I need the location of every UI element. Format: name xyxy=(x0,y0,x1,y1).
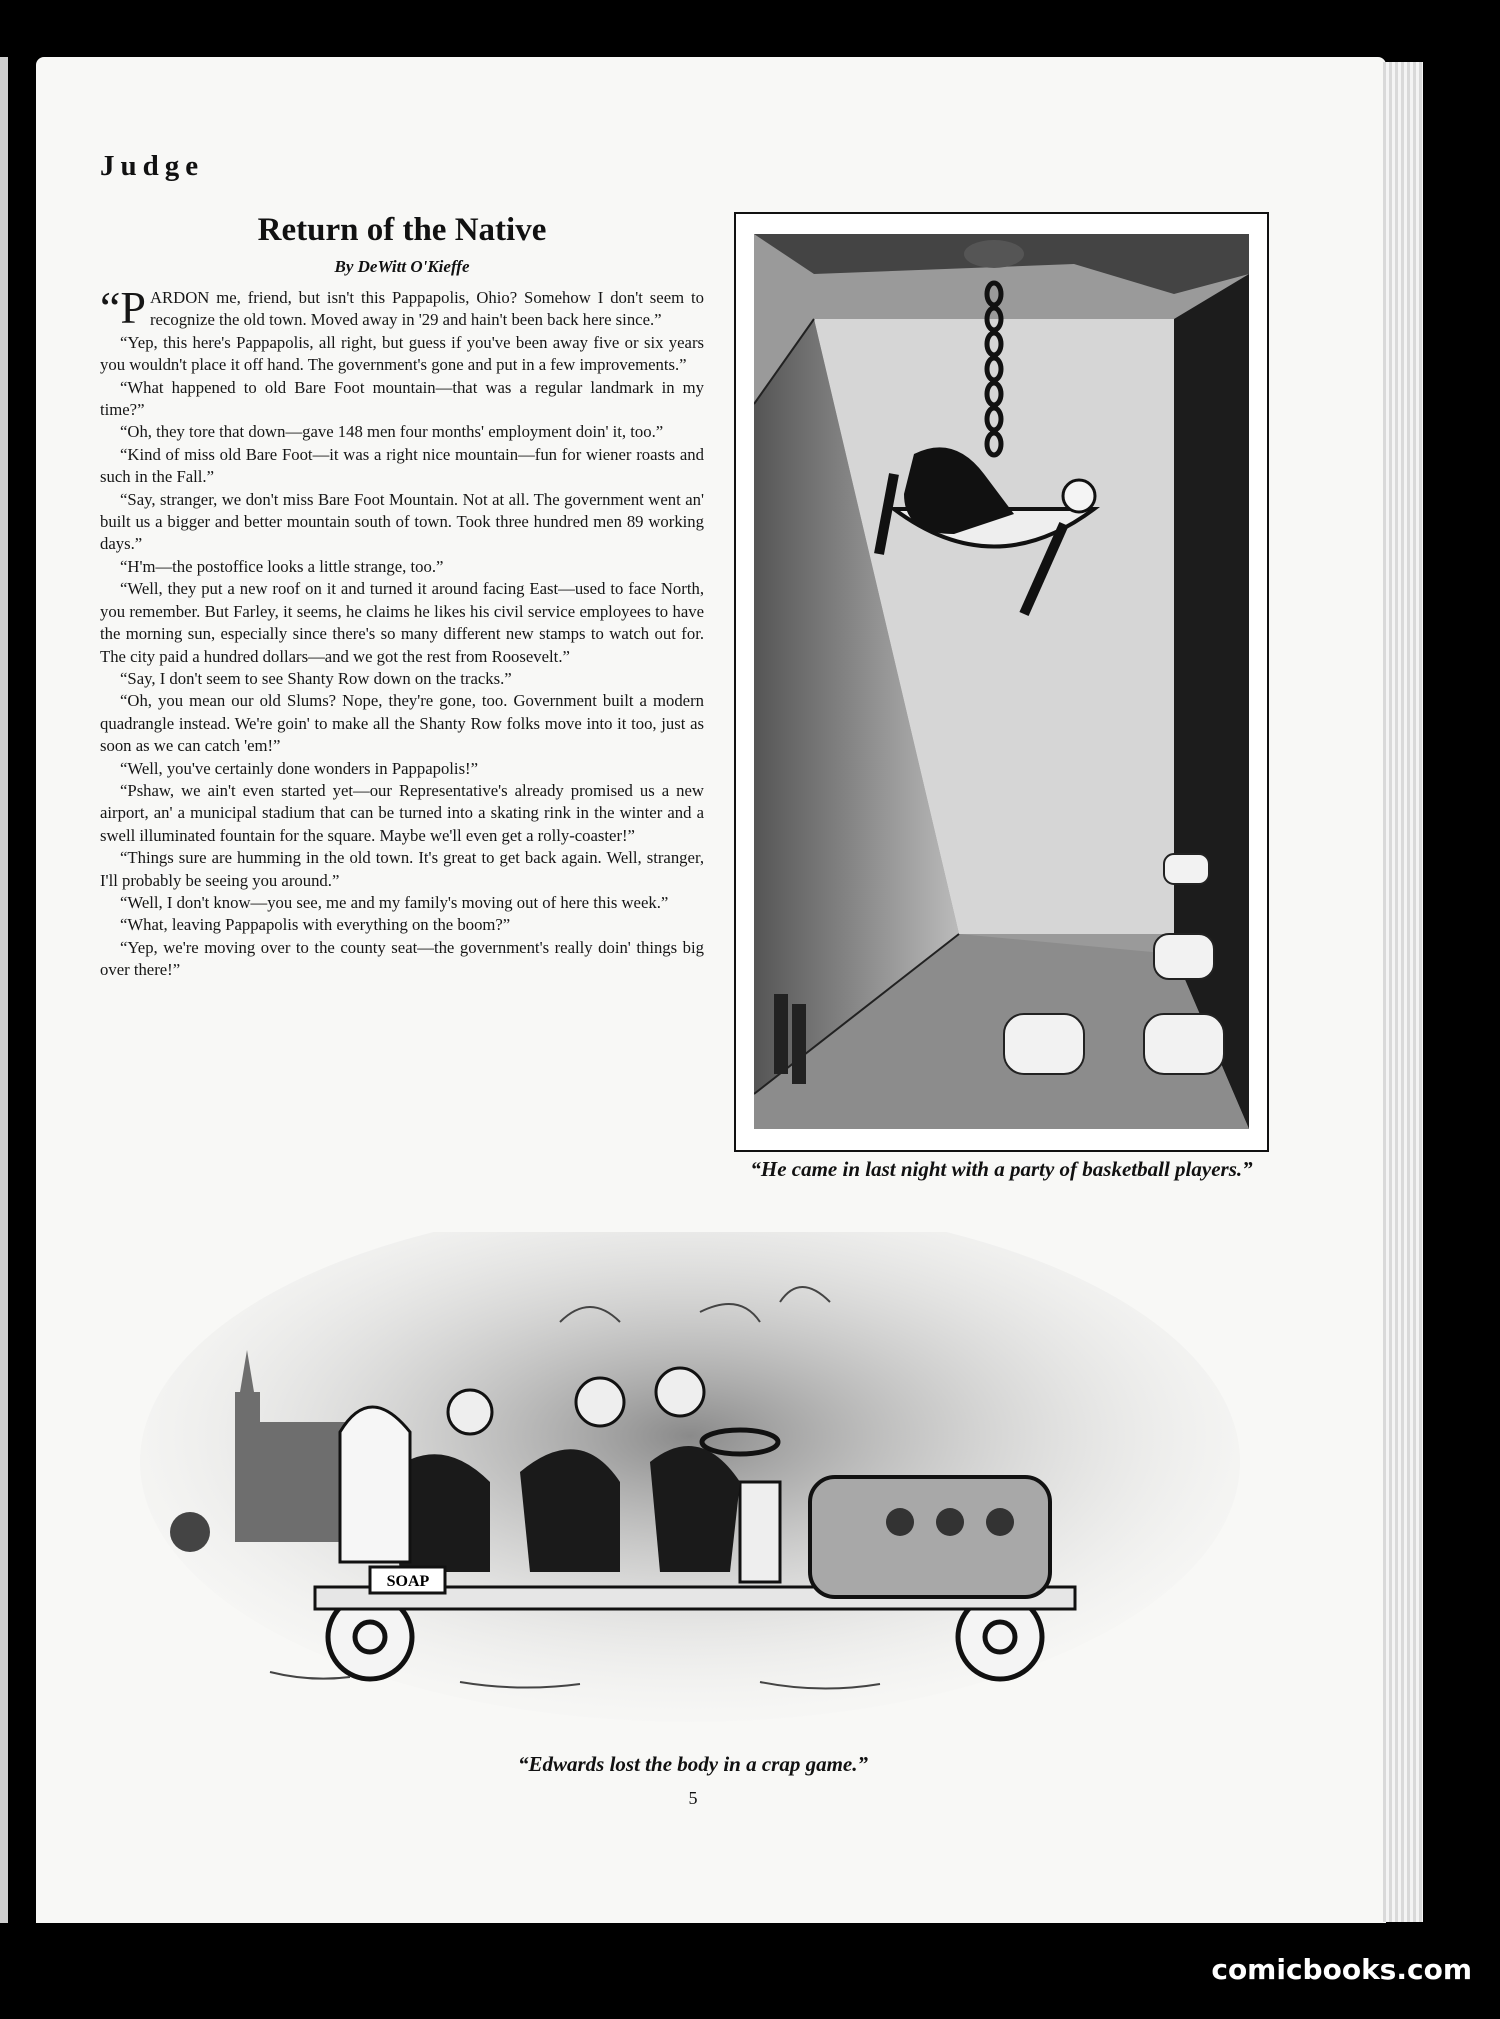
article-paragraph-first xyxy=(100,282,704,333)
dropcap: “P xyxy=(100,282,146,333)
article-title: Return of the Native xyxy=(257,212,547,248)
article-paragraph: “Kind of miss old Bare Foot—it was a right nice mountain—fun for wiener roasts and such in the Fall.” xyxy=(100,444,704,487)
article-paragraph: “Yep, we're moving over to the county seat—the government's really doin' things big over there!” xyxy=(100,937,704,980)
article-paragraph: “Oh, you mean our old Slums? Nope, they're gone, too. Government built a modern quadrangle instead. We're goin' to make all the Shanty Row folks move into it too, just as soon as we can catch 'em!” xyxy=(100,691,704,756)
article-paragraph: “Well, they put a new roof on it and turned it around facing East—used to face North, you remember. But Farley, it seems, he claims he likes his civil service employees to have the morning sun, especially since there's so many different new stamps to watch out for. The city paid a hundred dollars—and we got the rest from Roosevelt.” xyxy=(100,579,704,666)
car-chassis-drawing xyxy=(140,1232,1240,1742)
chandelier-drawing xyxy=(754,234,1249,1129)
article-paragraph: “What, leaving Pappapolis with everything on the boom?” xyxy=(120,915,511,935)
previous-page-edge xyxy=(0,57,8,1923)
bystander-icon xyxy=(170,1512,210,1552)
page-number: 5 xyxy=(688,1788,698,1808)
article-paragraph: “Well, I don't know—you see, me and my family's moving out of here this week.” xyxy=(120,892,669,912)
first-paragraph-text: ARDON me, friend, but isn't this Pappapolis, Ohio? Somehow I don't seem to recognize the old town. Moved away in '29 and hain't been back here since.” xyxy=(150,288,704,330)
soap-sign: SOAP xyxy=(386,1573,430,1590)
cartoon-bottom-caption: “Edwards lost the body in a crap game.” xyxy=(517,1752,869,1776)
article-paragraph: “Say, stranger, we don't miss Bare Foot Mountain. Not at all. The government went an' built us a bigger and better mountain south of town. Took three hundred men 89 working days.” xyxy=(100,489,704,554)
article-paragraph: “Things sure are humming in the old town. It's great to get back again. Well, stranger, I'll probably be seeing you around.” xyxy=(100,848,704,890)
article-paragraph: “Pshaw, we ain't even started yet—our Representative's already promised us a new airport, an' a municipal stadium that can be turned into a skating rink in the winter and a swell illuminated fountain for the square. Maybe we'll even get a rolly-coaster!” xyxy=(100,780,704,845)
magazine-name: Judge xyxy=(100,150,205,182)
cartoon-car-illustration xyxy=(140,1232,1240,1742)
page-stack-edge xyxy=(1383,62,1423,1922)
ceiling-mount-icon xyxy=(964,240,1024,268)
site-watermark: comicbooks.com xyxy=(1211,1953,1472,1986)
cartoon-chandelier-illustration xyxy=(734,212,1269,1152)
article-body xyxy=(100,282,704,982)
article-paragraph: “What happened to old Bare Foot mountain—that was a regular landmark in my time?” xyxy=(100,377,704,420)
article-paragraph: “Yep, this here's Pappapolis, all right, but guess if you've been away five or six years you wouldn't place it off hand. The government's gone and put in a few improvements.” xyxy=(100,332,704,375)
cartoon-top-caption: “He came in last night with a party of basketball players.” xyxy=(750,1157,1253,1181)
article-paragraph: “Say, I don't seem to see Shanty Row down on the tracks.” xyxy=(120,668,512,688)
article-paragraph: “Oh, they tore that down—gave 148 men four months' employment doin' it, too.” xyxy=(120,422,664,442)
article-paragraph: “Well, you've certainly done wonders in Pappapolis!” xyxy=(120,758,479,778)
article-paragraph: “H'm—the postoffice looks a little strange, too.” xyxy=(120,556,444,576)
article-byline: By DeWitt O'Kieffe xyxy=(334,257,470,276)
engine-icon xyxy=(810,1477,1050,1597)
